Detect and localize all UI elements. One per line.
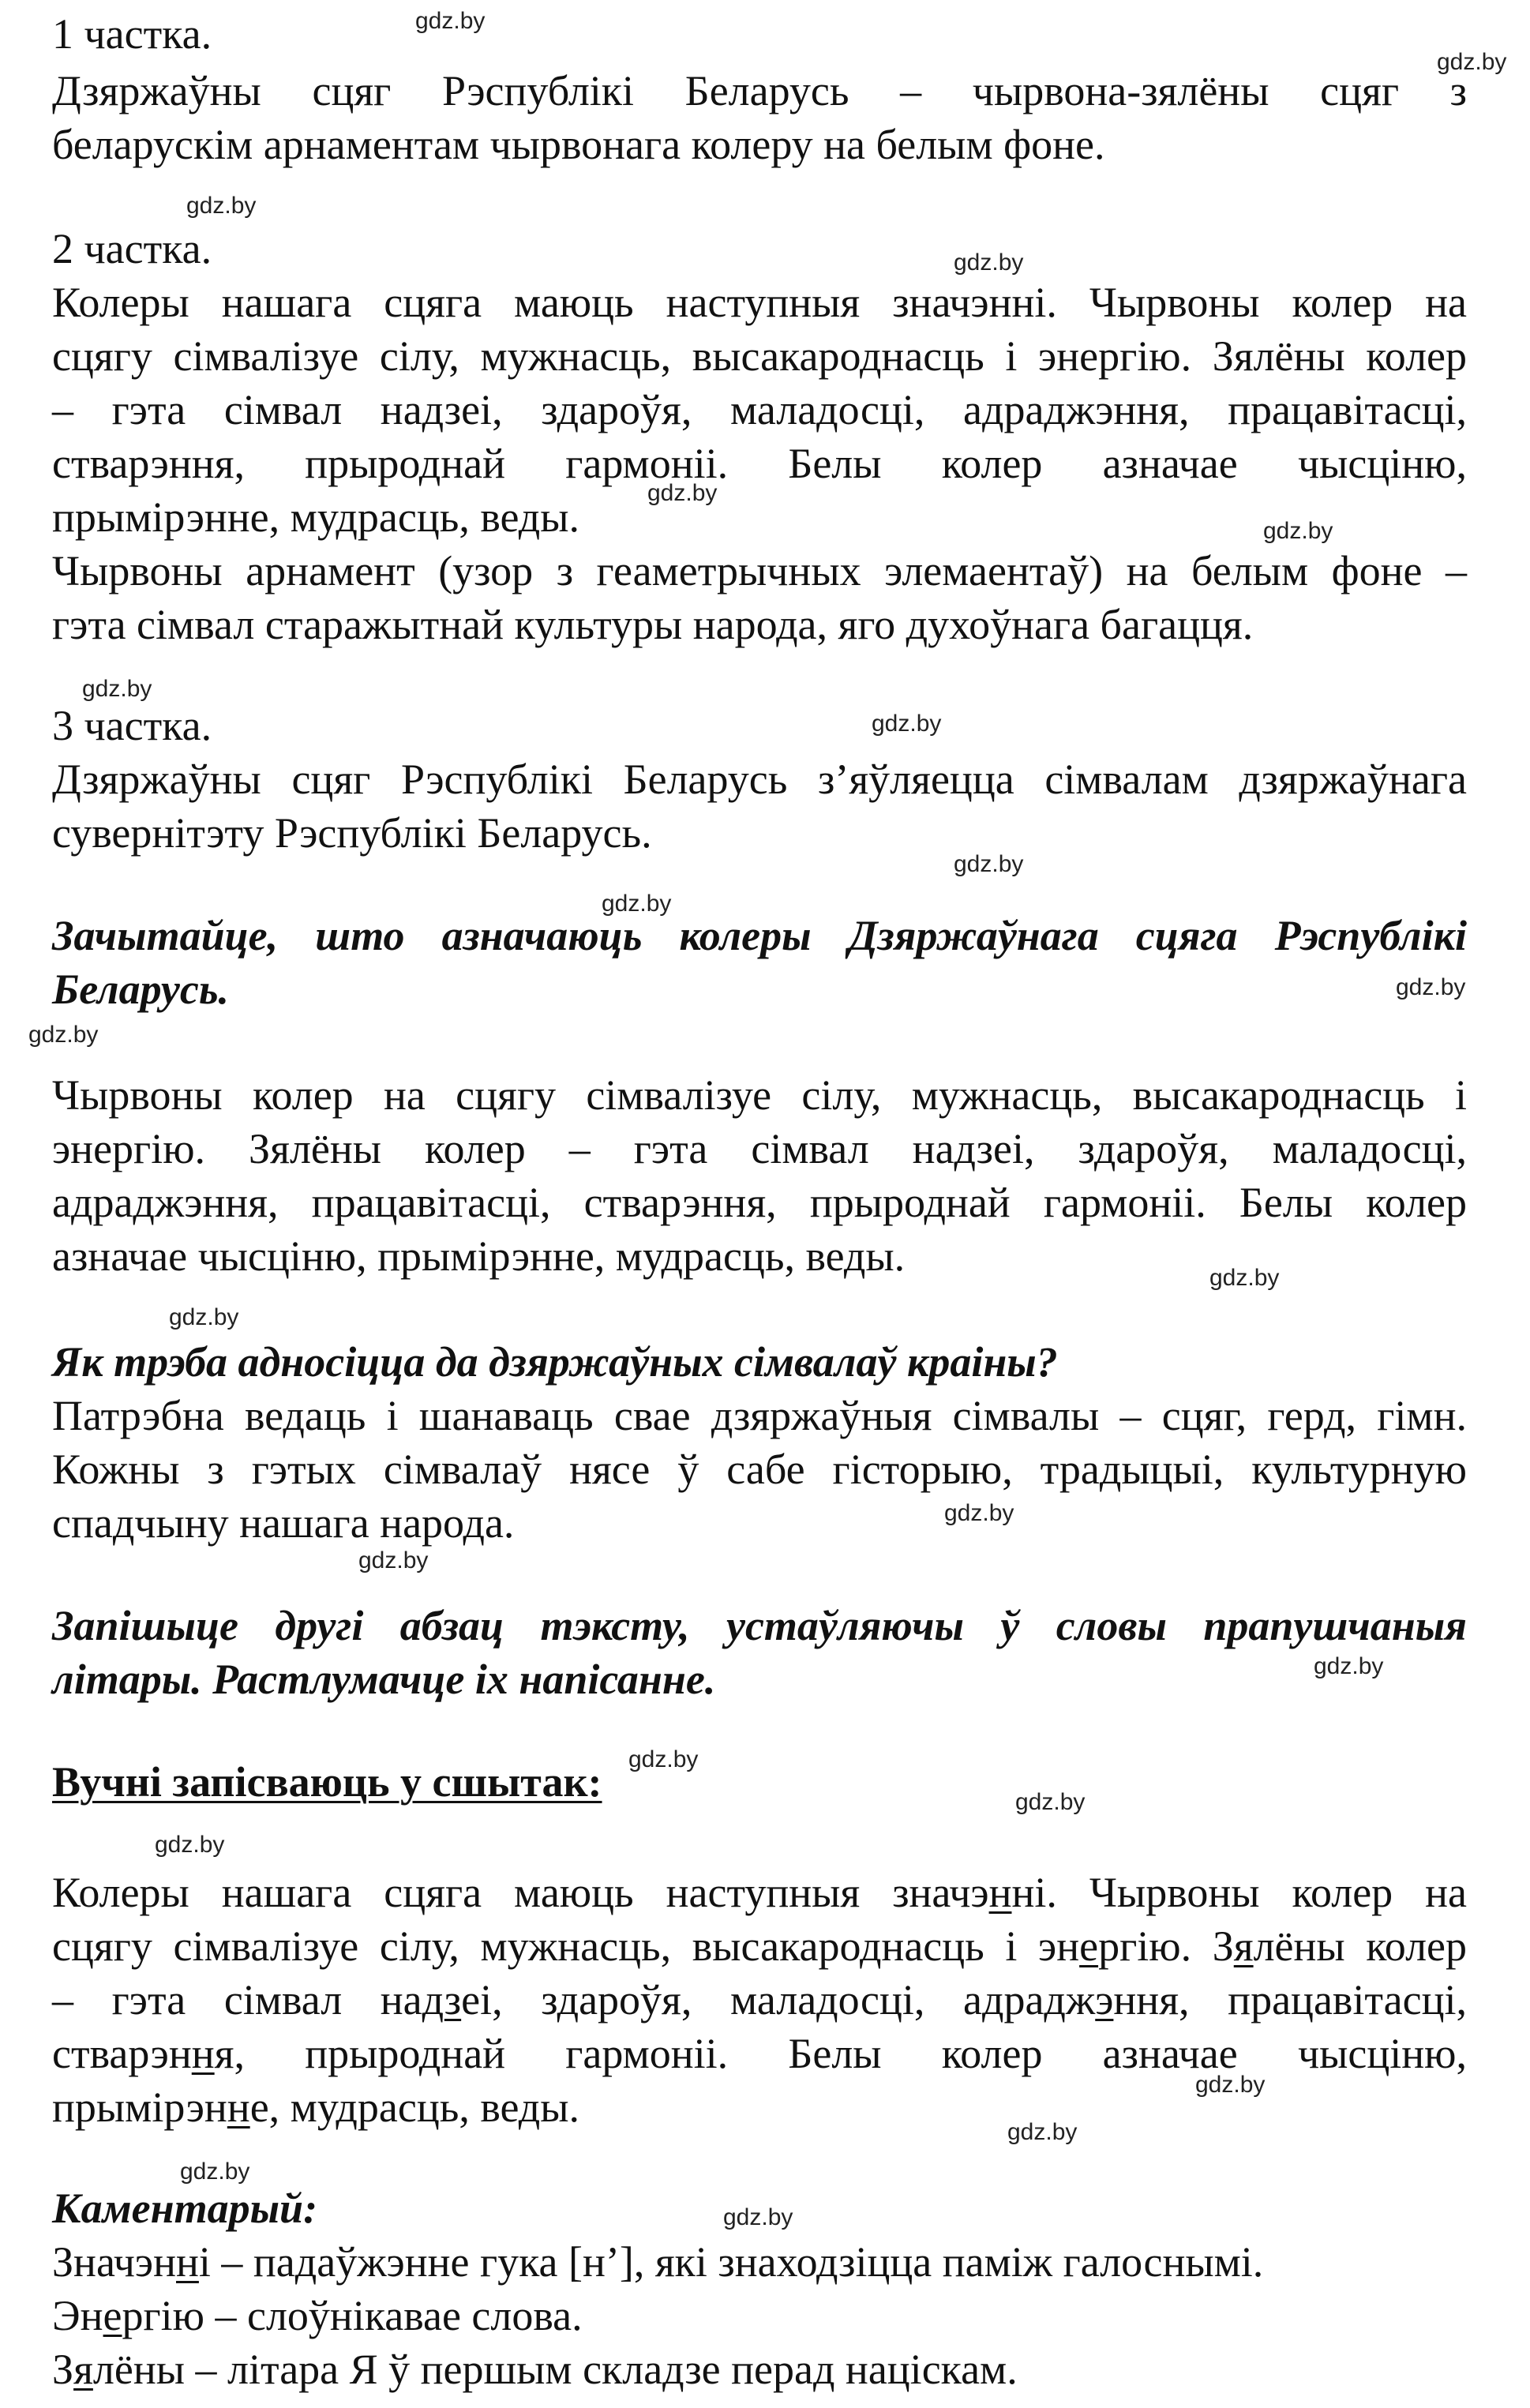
watermark: gdz.by — [180, 2159, 250, 2185]
inserted-letter: э — [1095, 1976, 1114, 2024]
inserted-letter: я — [1233, 1922, 1254, 1970]
highlighted-letter: н — [176, 2238, 199, 2286]
watermark: gdz.by — [1396, 974, 1466, 1000]
question-heading: Зачытайце, што азначаюць колеры Дзяржаўнага сцяга Рэспублікі — [52, 912, 1467, 959]
watermark: gdz.by — [628, 1746, 699, 1772]
inserted-letter: е — [1079, 1922, 1099, 1970]
commentary-line: Энергію – слоўнікавае слова. — [52, 2292, 583, 2339]
commentary-line: Значэнні – падаўжэнне гука [н’], які знаходзіцца паміж галоснымі. — [52, 2238, 1264, 2286]
watermark: gdz.by — [1209, 1265, 1280, 1291]
watermark: gdz.by — [155, 1832, 225, 1858]
watermark: gdz.by — [169, 1304, 239, 1330]
watermark: gdz.by — [1007, 2119, 1078, 2145]
watermark: gdz.by — [954, 249, 1024, 276]
paragraph-line: сувернітэту Рэспублікі Беларусь. — [52, 809, 652, 857]
part-label: 2 частка. — [52, 225, 212, 272]
question-heading: Як трэба адносіцца да дзяржаўных сімвалаў краіны? — [52, 1338, 1058, 1386]
paragraph-line: – гэта сімвал надзеі, здароўя, маладосці, адраджэння, працавітасці, — [52, 386, 1467, 433]
inserted-letter: з — [444, 1976, 462, 2024]
highlighted-letter: е — [103, 2292, 122, 2339]
paragraph-line: Чырвоны арнамент (узор з геаметрычных элемаентаў) на белым фоне – — [52, 547, 1467, 594]
notebook-line: – гэта сімвал надзеі, здароўя, маладосці, адраджэння, працавітасці, — [52, 1976, 1468, 2024]
paragraph-line: спадчыну нашага народа. — [52, 1499, 515, 1547]
watermark: gdz.by — [723, 2204, 793, 2230]
part-label: 1 частка. — [52, 10, 212, 58]
question-heading: Беларусь. — [52, 966, 230, 1013]
watermark: gdz.by — [28, 1022, 99, 1048]
watermark: gdz.by — [1015, 1789, 1086, 1815]
paragraph-line: стварэння, прыроднай гармоніі. Белы колер азначае чысціню, — [52, 440, 1467, 487]
notebook-line: прымірэнне, мудрасць, веды. — [52, 2084, 580, 2131]
paragraph-line: энергію. Зялёны колер – гэта сімвал надзеі, здароўя, маладосці, — [52, 1125, 1467, 1172]
highlighted-letter: я — [73, 2346, 93, 2393]
watermark: gdz.by — [647, 480, 718, 506]
watermark: gdz.by — [358, 1547, 429, 1573]
watermark: gdz.by — [1263, 518, 1333, 544]
paragraph-line: адраджэння, працавітасці, стварэння, прыроднай гармоніі. Белы колер — [52, 1179, 1467, 1226]
paragraph-line: беларускім арнаментам чырвонага колеру на белым фоне. — [52, 121, 1105, 168]
paragraph-line: прымірэнне, мудрасць, веды. — [52, 493, 580, 541]
paragraph-line: гэта сімвал старажытнай культуры народа, яго духоўнага багацця. — [52, 601, 1254, 648]
commentary-heading: Каментарый: — [52, 2185, 318, 2232]
inserted-letter: н — [191, 2030, 215, 2077]
notebook-heading: Вучні запісваюць у сшытак: — [52, 1758, 602, 1806]
watermark: gdz.by — [602, 891, 672, 917]
watermark: gdz.by — [1437, 49, 1507, 75]
paragraph-line: Чырвоны колер на сцягу сімвалізуе сілу, мужнасць, высакароднасць і — [52, 1071, 1467, 1119]
watermark: gdz.by — [944, 1500, 1014, 1526]
part-label: 3 частка. — [52, 702, 212, 749]
paragraph-line: азначае чысціню, прымірэнне, мудрасць, веды. — [52, 1232, 906, 1280]
paragraph-line: Колеры нашага сцяга маюць наступныя значэнні. Чырвоны колер на — [52, 279, 1467, 326]
paragraph-line: Кожны з гэтых сімвалаў нясе ў сабе гісторыю, традыцыі, культурную — [52, 1446, 1467, 1493]
notebook-line: стварэння, прыроднай гармоніі. Белы колер азначае чысціню, — [52, 2030, 1467, 2077]
watermark: gdz.by — [82, 676, 152, 702]
inserted-letter: н — [227, 2084, 250, 2131]
watermark: gdz.by — [415, 8, 486, 34]
watermark: gdz.by — [954, 851, 1024, 877]
question-heading: Запішыце другі абзац тэксту, устаўляючы ў словы прапушчаныя — [52, 1602, 1467, 1649]
watermark: gdz.by — [1314, 1653, 1384, 1679]
watermark: gdz.by — [186, 193, 257, 219]
notebook-line: Колеры нашага сцяга маюць наступныя значэнні. Чырвоны колер на — [52, 1869, 1467, 1916]
paragraph-line: сцягу сімвалізуе сілу, мужнасць, высакароднасць і энергію. Зялёны колер — [52, 332, 1467, 380]
watermark: gdz.by — [872, 711, 942, 737]
question-heading: літары. Растлумачце іх напісанне. — [52, 1656, 716, 1703]
watermark: gdz.by — [1195, 2072, 1266, 2098]
inserted-letter: н — [988, 1869, 1012, 1916]
paragraph-line: Дзяржаўны сцяг Рэспублікі Беларусь – чырвона-зялёны сцяг з — [52, 67, 1467, 114]
paragraph-line: Патрэбна ведаць і шанаваць свае дзяржаўныя сімвалы – сцяг, герд, гімн. — [52, 1392, 1467, 1439]
paragraph-line: Дзяржаўны сцяг Рэспублікі Беларусь з’яўляецца сімвалам дзяржаўнага — [52, 756, 1467, 803]
commentary-line: Зялёны – літара Я ў першым складзе перад націскам. — [52, 2346, 1018, 2393]
notebook-line: сцягу сімвалізуе сілу, мужнасць, высакароднасць і энергію. Зялёны колер — [52, 1922, 1468, 1970]
